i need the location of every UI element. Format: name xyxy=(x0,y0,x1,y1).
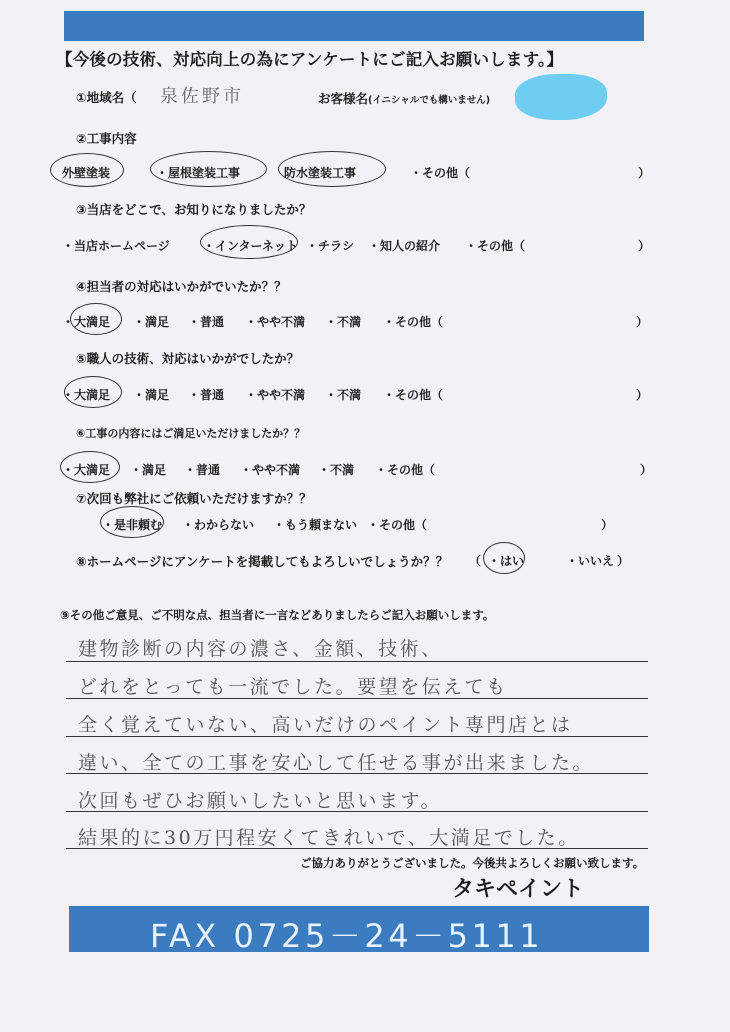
q5-option-other[interactable]: ・その他（ xyxy=(383,388,444,402)
q8-close-paren: ） xyxy=(617,554,630,568)
q5-label: ⑤職人の技術、対応はいかがでしたか？ xyxy=(76,351,300,366)
comment-line-3: 全く覚えていない、高いだけのペイント専門店とは xyxy=(78,714,573,736)
q2-other-close: ） xyxy=(638,166,651,180)
thanks-message: ご協力ありがとうございました。今後共よろしくお願い致します。 xyxy=(300,856,645,870)
q3-option-flyer[interactable]: ・チラシ xyxy=(306,239,355,253)
q4-option-dissatisfied[interactable]: ・不満 xyxy=(325,315,362,329)
q4-option-normal[interactable]: ・普通 xyxy=(188,315,225,329)
q4-option-very-satisfied[interactable]: ・大満足 xyxy=(62,315,111,329)
q7-option-unsure[interactable]: ・わからない xyxy=(182,518,255,532)
selection-circle xyxy=(70,303,122,335)
q2-option-roof[interactable]: ・屋根塗装工事 xyxy=(156,166,241,180)
q7-label: ⑦次回も弊社にご依頼いただけますか？？ xyxy=(76,491,312,506)
header-bar xyxy=(64,11,644,41)
q8-option-no[interactable]: ・いいえ xyxy=(566,554,615,568)
q2-label: ②工事内容 xyxy=(76,131,137,146)
q7-option-other[interactable]: ・その他（ xyxy=(367,518,428,532)
q4-other-close: ） xyxy=(636,315,649,329)
q7-other-close: ） xyxy=(601,518,614,532)
q3-option-other[interactable]: ・その他（ xyxy=(465,239,526,253)
comment-rule xyxy=(66,848,648,849)
q5-option-very-satisfied[interactable]: ・大満足 xyxy=(62,388,111,402)
comment-line-6: 結果的に30万円程安くてきれいで、大満足でした。 xyxy=(78,827,580,849)
q8-label: ⑧ホームページにアンケートを掲載してもよろしいでしょうか？？ xyxy=(76,554,449,569)
q2-option-waterproof[interactable]: 防水塗装工事 xyxy=(284,166,357,180)
q6-option-other[interactable]: ・その他（ xyxy=(375,463,436,477)
q5-option-normal[interactable]: ・普通 xyxy=(188,388,225,402)
q6-option-somewhat-dissatisfied[interactable]: ・やや不満 xyxy=(240,463,301,477)
q5-option-satisfied[interactable]: ・満足 xyxy=(133,388,170,402)
q6-option-satisfied[interactable]: ・満足 xyxy=(130,463,167,477)
q4-label: ④担当者の対応はいかがでいたか？？ xyxy=(76,279,287,294)
selection-circle xyxy=(100,506,164,538)
comment-rule xyxy=(66,661,648,662)
selection-circle xyxy=(64,376,122,408)
q6-other-close: ） xyxy=(640,463,653,477)
comment-line-2: どれをとっても一流でした。要望を伝えても xyxy=(78,676,508,698)
comment-line-5: 次回もぜひお願いしたいと思います。 xyxy=(78,790,442,812)
customer-name-label-text: お客様名 xyxy=(318,91,369,106)
q6-label: ⑥工事の内容にはご満足いただけましたか？？ xyxy=(76,427,306,440)
comment-rule xyxy=(66,736,648,737)
q2-option-exterior[interactable]: 外壁塗装 xyxy=(62,166,111,180)
selection-circle xyxy=(483,542,525,574)
selection-circle xyxy=(278,151,386,187)
q8-option-yes[interactable]: ・はい xyxy=(488,554,525,568)
q2-option-other[interactable]: ・その他（ xyxy=(410,166,471,180)
q1-label: ①地域名（ xyxy=(76,90,137,105)
fax-number: FAX 0725－24－5111 xyxy=(150,917,544,955)
survey-title: 【今後の技術、対応向上の為にアンケートにご記入お願いします。】 xyxy=(56,50,564,69)
q4-option-somewhat-dissatisfied[interactable]: ・やや不満 xyxy=(245,315,306,329)
q5-option-dissatisfied[interactable]: ・不満 xyxy=(325,388,362,402)
q3-option-homepage[interactable]: ・当店ホームページ xyxy=(62,239,170,253)
selection-circle xyxy=(50,153,124,187)
q7-option-no[interactable]: ・もう頼まない xyxy=(273,518,358,532)
q6-option-very-satisfied[interactable]: ・大満足 xyxy=(62,463,111,477)
comment-rule xyxy=(66,811,648,812)
comment-rule xyxy=(66,698,648,699)
q3-option-internet[interactable]: ・インターネット xyxy=(203,239,298,253)
q6-option-dissatisfied[interactable]: ・不満 xyxy=(318,463,355,477)
q9-label: ⑨その他ご意見、ご不明な点、担当者に一言などありましたらご記入お願いします。 xyxy=(60,608,495,622)
q4-option-other[interactable]: ・その他（ xyxy=(383,315,444,329)
comment-line-4: 違い、全ての工事を安心して任せる事が出来ました。 xyxy=(78,752,595,774)
q5-option-somewhat-dissatisfied[interactable]: ・やや不満 xyxy=(245,388,306,402)
customer-name-label xyxy=(318,89,490,107)
q3-label: ③当店をどこで、お知りになりましたか？ xyxy=(76,202,312,217)
q4-option-satisfied[interactable]: ・満足 xyxy=(133,315,170,329)
brand-name: タキペイント xyxy=(452,877,585,902)
selection-circle xyxy=(200,225,298,259)
q1-answer-region: 泉佐野市 xyxy=(160,86,244,107)
q7-option-definitely[interactable]: ・是非頼む xyxy=(102,518,163,532)
q8-open-paren: （ xyxy=(469,554,482,568)
selection-circle xyxy=(60,451,120,483)
customer-name-note: (イニシャルでも構いません) xyxy=(368,95,491,106)
q3-option-referral[interactable]: ・知人の紹介 xyxy=(368,239,441,253)
redacted-customer-name xyxy=(515,74,607,120)
comment-line-1: 建物診断の内容の濃さ、金額、技術、 xyxy=(78,638,443,660)
comment-rule xyxy=(66,773,648,774)
q6-option-normal[interactable]: ・普通 xyxy=(184,463,221,477)
q5-other-close: ） xyxy=(636,388,649,402)
selection-circle xyxy=(150,151,267,187)
q3-other-close: ） xyxy=(638,239,651,253)
